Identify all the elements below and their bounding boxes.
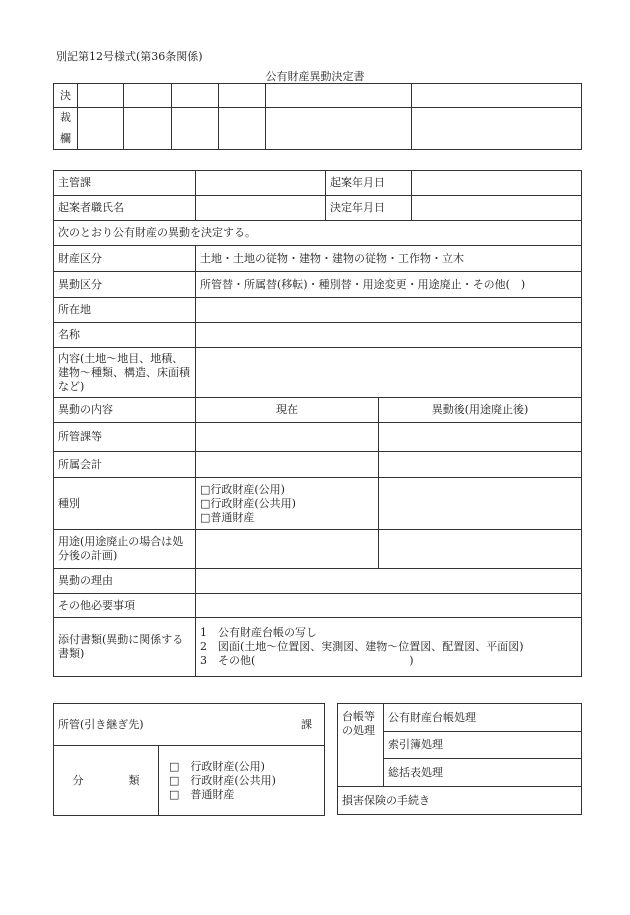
value-shokanka-idogo — [379, 423, 582, 452]
checkbox-bunrui-kokyoyo[interactable]: □ 行政財産(公共用) — [169, 773, 276, 787]
value-ido-kubun: 所管替・所属替(移転)・種別替・用途変更・用途廃止・その他( ) — [196, 272, 582, 298]
approval-cell — [172, 84, 219, 108]
bunrui-char-2: 類 — [128, 773, 140, 787]
value-sonota — [196, 594, 582, 618]
main-form-table — [53, 170, 582, 677]
value-yoto-genzai — [196, 530, 379, 569]
label-bunrui — [54, 746, 159, 816]
label-ka: 課 — [301, 717, 312, 731]
value-bunrui — [159, 746, 325, 816]
page-title: 公有財産異動決定書 — [265, 70, 365, 83]
label-daicho: 台帳等の処理 — [338, 704, 384, 787]
tenpu-item-1: 1 公有財産台帳の写し — [200, 626, 317, 639]
checkbox-gyosei-kokyoyo[interactable]: □行政財産(公共用) — [200, 496, 296, 510]
checkbox-bunrui-koyo[interactable]: □ 行政財産(公用) — [169, 759, 265, 773]
approval-cell — [219, 108, 266, 150]
label-ido-riyu: 異動の理由 — [54, 569, 196, 594]
label-tenpu: 添付書類(異動に関係する書類) — [54, 618, 196, 677]
tenpu-item-2: 2 図面(土地～位置図、実測図、建物～位置図、配置図、平面図) — [200, 640, 524, 653]
value-tenpu — [196, 618, 582, 677]
approval-cell — [124, 84, 172, 108]
value-shubetsu-idogo — [379, 478, 582, 530]
label-ido-naiyo: 異動の内容 — [54, 398, 196, 423]
daicho-table — [337, 703, 582, 815]
value-kettei-nengappi — [412, 196, 582, 221]
value-shozaichi — [196, 298, 582, 323]
approval-cell — [219, 84, 266, 108]
label-meisho: 名称 — [54, 323, 196, 348]
daicho-item-3: 総括表処理 — [384, 759, 582, 787]
label-ido-kubun: 異動区分 — [54, 272, 196, 298]
tenpu-item-3: 3 その他( ) — [200, 654, 414, 667]
checkbox-gyosei-koyo[interactable]: □行政財産(公用) — [200, 482, 285, 496]
header-idogo: 異動後(用途廃止後) — [379, 398, 582, 423]
approval-cell — [78, 108, 124, 150]
shokan-row — [54, 704, 325, 746]
approval-cell — [266, 108, 412, 150]
label-shukanka: 主管課 — [54, 171, 196, 196]
label-naiyo: 内容(土地～地目、地積、建物～種類、構造、床面積など) — [54, 348, 196, 398]
daicho-item-1: 公有財産台帳処理 — [384, 704, 582, 732]
label-kiansha: 起案者職氏名 — [54, 196, 196, 221]
approval-cell — [412, 84, 582, 108]
approval-char-1: 決 — [54, 84, 78, 108]
value-yoto-idogo — [379, 530, 582, 569]
value-meisho — [196, 323, 582, 348]
value-kian-nengappi — [412, 171, 582, 196]
value-naiyo — [196, 348, 582, 398]
approval-cell — [78, 84, 124, 108]
label-shubetsu: 種別 — [54, 478, 196, 530]
value-shukanka — [196, 171, 326, 196]
value-kiansha — [196, 196, 326, 221]
label-zaisan-kubun: 財産区分 — [54, 246, 196, 272]
checkbox-futsu[interactable]: □普通財産 — [200, 510, 255, 524]
approval-cell — [172, 108, 219, 150]
approval-char-3: 欄 — [54, 129, 78, 150]
label-sonota: その他必要事項 — [54, 594, 196, 618]
statement: 次のとおり公有財産の異動を決定する。 — [54, 221, 582, 246]
label-shozoku-kaikei: 所属会計 — [54, 452, 196, 478]
checkbox-bunrui-futsu[interactable]: □ 普通財産 — [169, 787, 235, 801]
label-songai: 損害保険の手続き — [338, 787, 582, 815]
form-number: 別記第12号様式(第36条関係) — [56, 50, 203, 63]
approval-char-2: 裁 — [54, 108, 78, 129]
label-shokan: 所管(引き継ぎ先) — [58, 717, 144, 731]
value-ido-riyu — [196, 569, 582, 594]
label-shokanka: 所管課等 — [54, 423, 196, 452]
value-shokanka-genzai — [196, 423, 379, 452]
value-zaisan-kubun: 土地・土地の従物・建物・建物の従物・工作物・立木 — [196, 246, 582, 272]
approval-cell — [266, 84, 412, 108]
label-kettei-nengappi: 決定年月日 — [326, 196, 412, 221]
value-shozoku-kaikei-genzai — [196, 452, 379, 478]
approval-cell — [124, 108, 172, 150]
header-genzai: 現在 — [196, 398, 379, 423]
bunrui-char-1: 分 — [72, 773, 84, 787]
label-yoto: 用途(用途廃止の場合は処分後の計画) — [54, 530, 196, 569]
label-shozaichi: 所在地 — [54, 298, 196, 323]
approval-table — [53, 83, 582, 150]
label-kian-nengappi: 起案年月日 — [326, 171, 412, 196]
shokan-table — [53, 703, 325, 816]
daicho-item-2: 索引簿処理 — [384, 732, 582, 759]
value-shubetsu-genzai — [196, 478, 379, 530]
approval-cell — [412, 108, 582, 150]
value-shozoku-kaikei-idogo — [379, 452, 582, 478]
